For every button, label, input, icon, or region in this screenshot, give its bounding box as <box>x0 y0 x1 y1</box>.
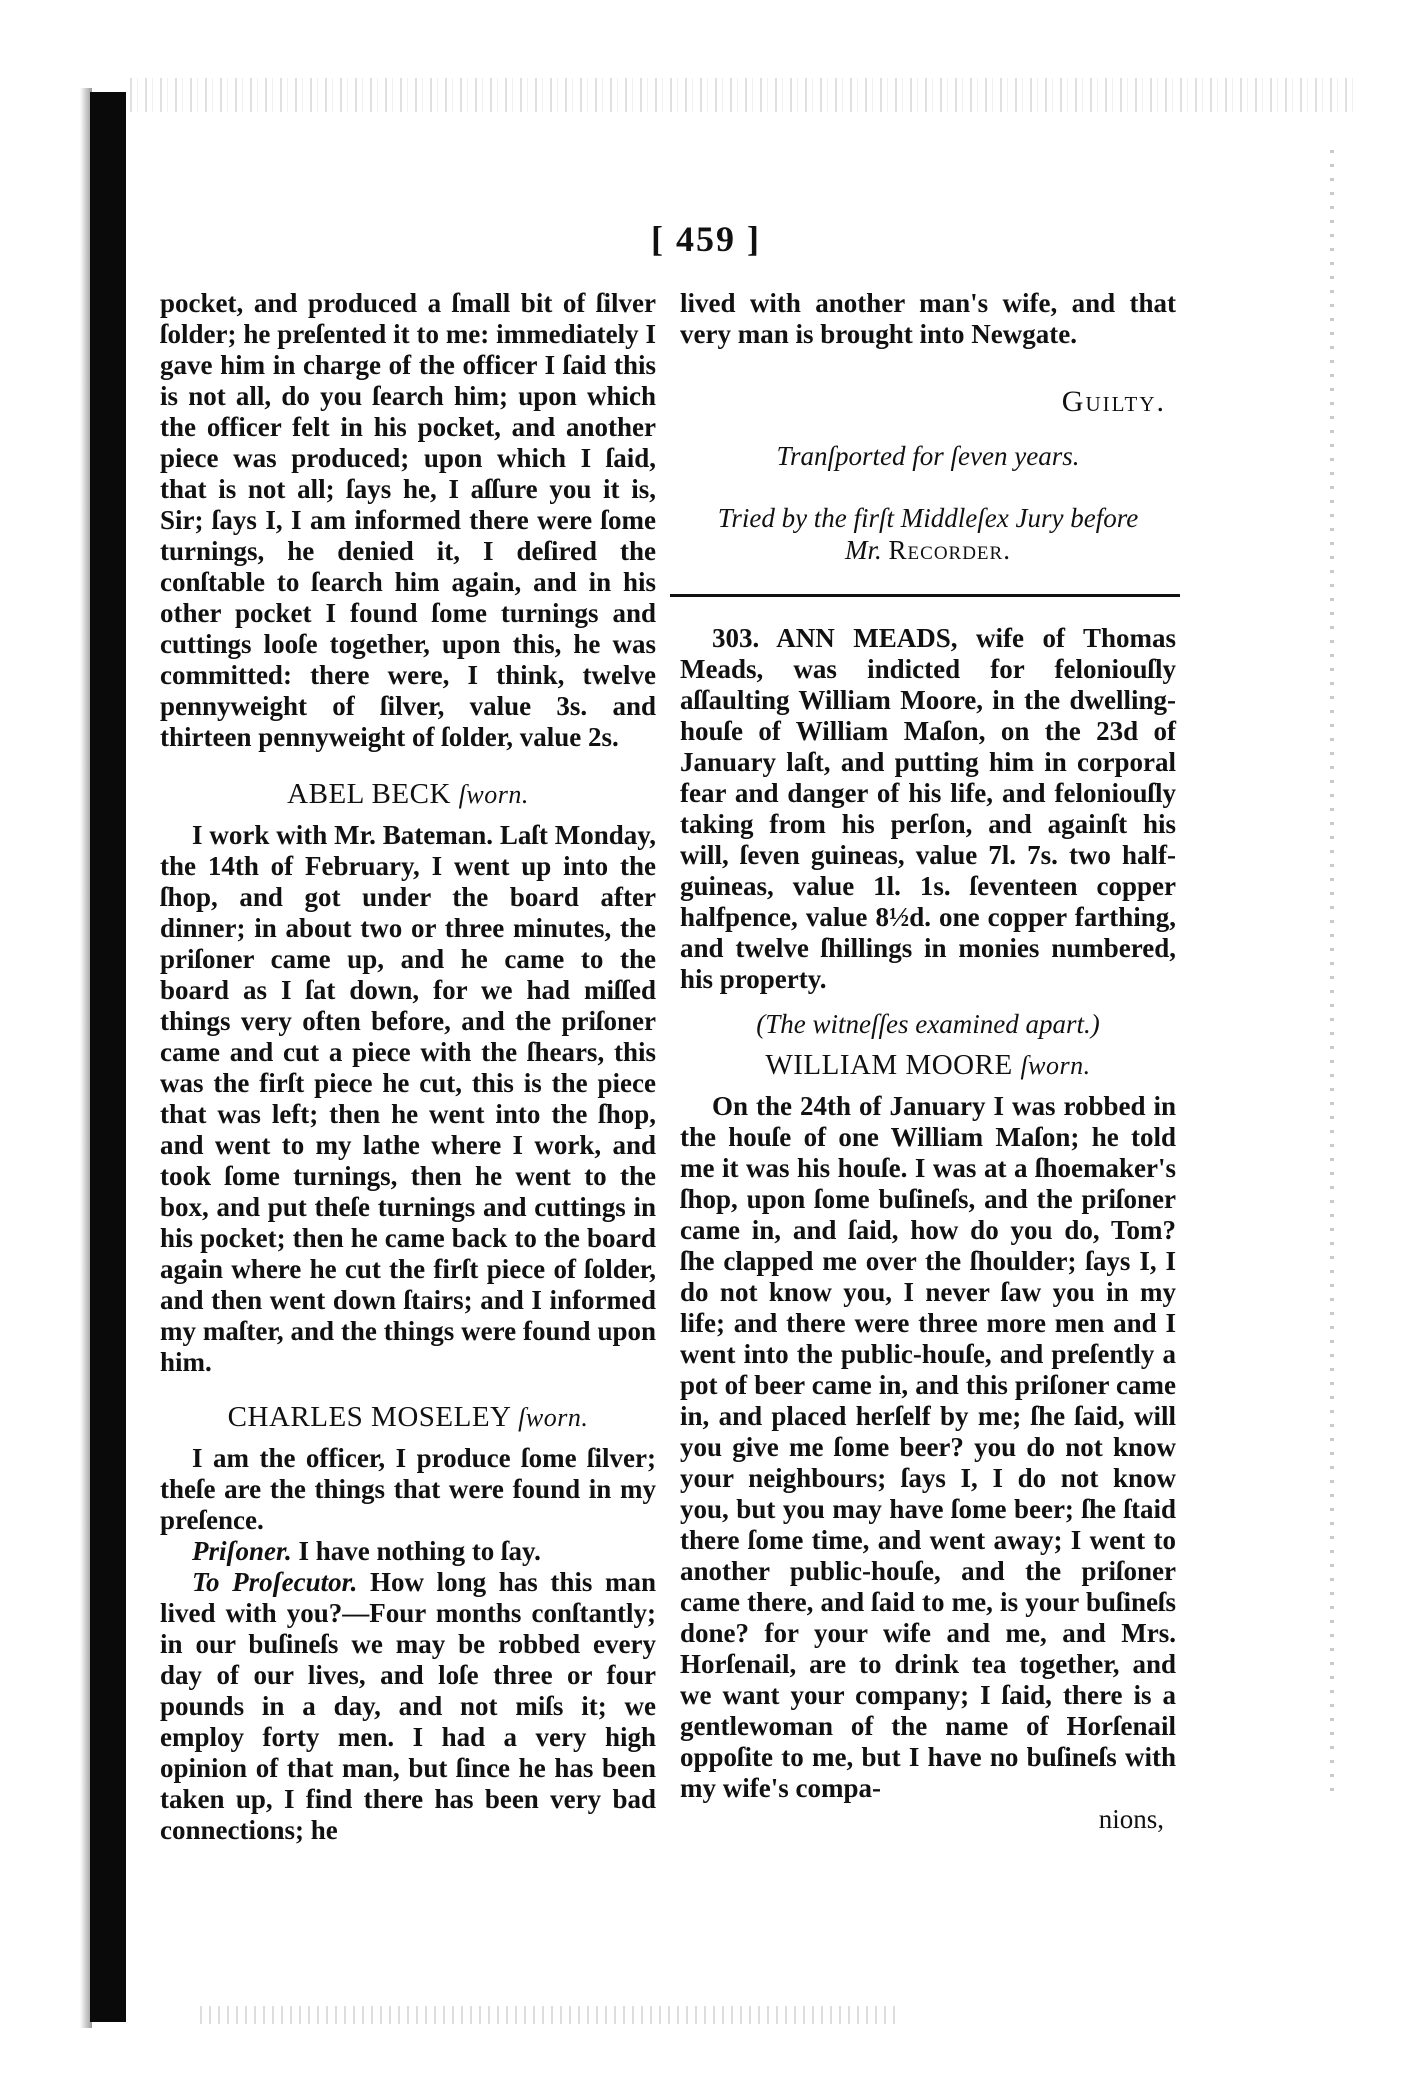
witness-note: (The witneſſes examined apart.) <box>756 1009 1100 1039</box>
judge-title: Mr. <box>845 535 882 565</box>
prisoner-statement <box>160 1536 656 1567</box>
scan-noise-bottom <box>200 2006 900 2024</box>
scan-noise-top <box>130 78 1360 112</box>
case-indictment: 303. ANN MEADS, wife of Thomas Meads, was indicted for feloniouſly aſſaulting William Moore, in the dwelling-houſe of William Maſon, on the 23d of January laſt, and putting him in corporal fear and danger of his life, and feloniouſly taking from his perſon, and againſt his will, ſeven guineas, value 7l. 7s. two half-guineas, value 1l. 1s. ſeventeen copper halfpence, value 8½d. one copper farthing, and twelve ſhillings in monies numbered, his property. <box>680 623 1176 994</box>
testimony-paragraph: pocket, and produced a ſmall bit of ſilver ſolder; he preſented it to me: immediately I gave him in charge of the officer I ſaid this is not all, do you ſearch him; upon which the officer felt in his pocket, and another piece was produced; upon which I ſaid, that is not all; ſays he, I aſſure you it is, Sir; ſays I, I am informed there were ſome turnings, he denied it, I deſired the conſtable to ſearch him again, and in his other pocket I found ſome turnings and cuttings looſe together, upon this, he was committed: there were, I think, twelve pennyweight of ſilver, value 3s. and thirteen pennyweight of ſolder, value 2s. <box>160 288 656 752</box>
catchword: nions, <box>1098 1804 1164 1834</box>
left-column <box>160 288 656 1846</box>
testimony-paragraph: On the 24th of January I was robbed in the houſe of one William Maſon; he told me it was his houſe. I was at a ſhoemaker's ſhop, upon ſome buſineſs, and the priſoner came in, and ſaid, how do you do, Tom? ſhe clapped me over the ſhoulder; ſays I, I do not know you, I never ſaw you in my life; and there were three more men and I went into the public-houſe, and preſently a pot of beer came in, and this priſoner came in, and placed herſelf by me; ſhe ſaid, will you give me ſome beer? you do not know your neighbours; ſays I, I do not know you, but you may have ſome beer; ſhe ſtaid there ſome time, and went away; I went to another public-houſe, and the priſoner came there, and ſaid to me, is your buſineſs done? for your wife and me, and Mrs. Horſenail, are to drink tea together, and we want your company; I ſaid, there is a gentlewoman of the name of Horſenail oppoſite to me, but I have no buſineſs with my wife's compa- <box>680 1091 1176 1803</box>
trial-note-line: Tried by the firſt Middleſex Jury before <box>717 503 1139 533</box>
section-divider <box>670 594 1180 597</box>
statement-text: How long has this man lived with you?—Four months conſtantly; in our buſineſs we may be robbed every day of our lives, and loſe three or four pounds in a day, and not miſs it; we employ forty men. I had a very high opinion of that man, but ſince he has been taken up, I find there has been very bad connections; he <box>160 1567 656 1845</box>
sentence: Tranſported for ſeven years. <box>776 441 1080 471</box>
prosecutor-exchange <box>160 1567 656 1846</box>
speaker-label: To Proſecutor. <box>192 1567 358 1597</box>
page-number: [ 459 ] <box>651 219 761 259</box>
witness-name: CHARLES MOSELEY <box>227 1401 511 1433</box>
verdict: Guilty. <box>1061 385 1166 418</box>
witness-heading-william-moore <box>680 1050 1176 1081</box>
sworn-label: ſworn. <box>1020 1051 1091 1080</box>
witness-name: ABEL BECK <box>287 778 451 810</box>
statement-text: I have nothing to ſay. <box>298 1536 541 1566</box>
speaker-label: Priſoner. <box>192 1536 292 1566</box>
witness-heading-abel-beck <box>160 779 656 810</box>
testimony-paragraph: I am the officer, I produce ſome ſilver; theſe are the things that were found in my preſence. <box>160 1443 656 1535</box>
sworn-label: ſworn. <box>458 780 529 809</box>
trial-note-judge <box>680 534 1176 566</box>
judge-name: Recorder. <box>888 535 1011 565</box>
binding-spine <box>90 92 126 2022</box>
right-column <box>680 288 1176 1835</box>
sworn-label: ſworn. <box>518 1403 589 1432</box>
scan-noise-right <box>1330 150 1334 1800</box>
testimony-paragraph: lived with another man's wife, and that very man is brought into Newgate. <box>680 288 1176 349</box>
witness-name: WILLIAM MOORE <box>765 1049 1013 1081</box>
witness-heading-charles-moseley <box>160 1402 656 1433</box>
testimony-paragraph: I work with Mr. Bateman. Laſt Monday, the 14th of February, I went up into the ſhop, and got under the board after dinner; in about two or three minutes, the priſoner came up, and he came to the board as I ſat down, for we had miſſed things very often before, and the priſoner came and cut a piece with the ſhears, this was the firſt piece he cut, this is the piece that was left; then he went into the ſhop, and went to my lathe where I work, and took ſome turnings, then he went to the box, and put theſe turnings and cuttings in his pocket; then he came back to the board again where he cut the firſt piece of ſolder, and then went down ſtairs; and I informed my maſter, and the things were found upon him. <box>160 820 656 1377</box>
trial-note <box>680 502 1176 566</box>
